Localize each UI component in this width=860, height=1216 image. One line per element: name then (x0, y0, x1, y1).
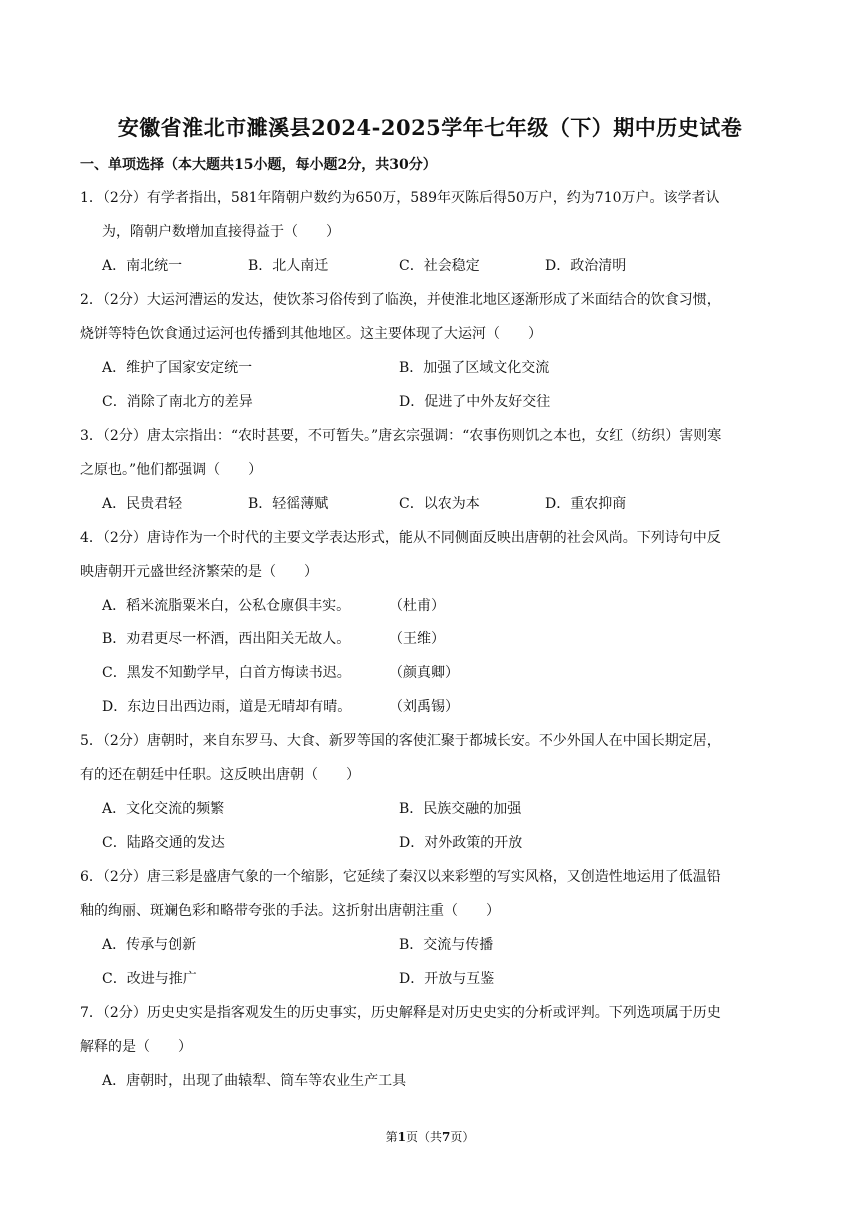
page-footer (0, 1128, 860, 1145)
question-3-stem: 3．（2分）唐太宗指出：“农时甚要，不可暂失。”唐玄宗强调：“农事伤则饥之本也，女红（纺织）害则寒 (80, 428, 722, 444)
question-5-option-b: B．民族交融的加强 (399, 801, 522, 817)
question-6-option-a: A．传承与创新 (102, 937, 197, 953)
question-3-option-a: A．民贵君轻 (102, 496, 183, 512)
question-6-option-b: B．交流与传播 (399, 937, 494, 953)
question-5-stem-cont: 有的还在朝廷中任职。这反映出唐朝（ ） (80, 767, 360, 783)
question-6-stem-cont: 釉的绚丽、斑斓色彩和略带夸张的手法。这折射出唐朝注重（ ） (80, 903, 500, 919)
question-4-option-b-author: （王维） (389, 631, 445, 647)
question-6-option-d: D．开放与互鉴 (399, 971, 495, 987)
question-1-stem-cont: 为，隋朝户数增加直接得益于（ ） (102, 224, 340, 240)
question-3-option-c: C．以农为本 (399, 496, 480, 512)
section-heading: 一、单项选择（本大题共15小题，每小题2分，共30分） (80, 157, 437, 173)
question-4-stem-cont: 映唐朝开元盛世经济繁荣的是（ ） (80, 564, 318, 580)
footer-suffix: 页） (450, 1130, 475, 1144)
question-5-option-c: C．陆路交通的发达 (102, 835, 225, 851)
footer-total-pages: 7 (442, 1130, 451, 1144)
question-3-option-d: D．重农抑商 (545, 496, 627, 512)
question-5-stem: 5．（2分）唐朝时，来自东罗马、大食、新罗等国的客使汇聚于都城长安。不少外国人在中国长期定居， (80, 733, 721, 749)
question-4-option-b: B．劝君更尽一杯酒，西出阳关无故人。 (102, 631, 351, 647)
question-2-stem-cont: 烧饼等特色饮食通过运河也传播到其他地区。这主要体现了大运河（ ） (80, 326, 542, 342)
question-1-option-d: D．政治清明 (545, 258, 627, 274)
question-4-option-a: A．稻米流脂粟米白，公私仓廪俱丰实。 (102, 598, 351, 614)
question-5-option-d: D．对外政策的开放 (399, 835, 523, 851)
question-1-option-a: A．南北统一 (102, 258, 183, 274)
question-3-stem-cont: 之原也。”他们都强调（ ） (80, 462, 263, 478)
footer-middle: 页（共 (405, 1130, 442, 1144)
question-5-option-a: A．文化交流的频繁 (102, 801, 225, 817)
question-4-stem: 4．（2分）唐诗作为一个时代的主要文学表达形式，能从不同侧面反映出唐朝的社会风尚。下列诗句中反 (80, 530, 721, 546)
question-7-stem: 7．（2分）历史史实是指客观发生的历史事实，历史解释是对历史史实的分析或评判。下列选项属于历史 (80, 1005, 721, 1021)
question-2-option-a: A．维护了国家安定统一 (102, 360, 253, 376)
question-3-option-b: B．轻徭薄赋 (248, 496, 329, 512)
question-2-option-c: C．消除了南北方的差异 (102, 394, 253, 410)
question-1-option-b: B．北人南迁 (248, 258, 329, 274)
question-7-stem-cont: 解释的是（ ） (80, 1039, 192, 1055)
footer-page-number: 1 (397, 1130, 406, 1144)
question-7-option-a: A．唐朝时，出现了曲辕犁、筒车等农业生产工具 (102, 1073, 407, 1089)
footer-prefix: 第 (385, 1130, 398, 1144)
question-6-stem: 6．（2分）唐三彩是盛唐气象的一个缩影，它延续了秦汉以来彩塑的写实风格，又创造性地运用了低温铅 (80, 869, 721, 885)
question-1-option-c: C．社会稳定 (399, 258, 480, 274)
question-4-option-c-author: （颜真卿） (389, 665, 459, 681)
question-4-option-d: D．东边日出西边雨，道是无晴却有晴。 (102, 699, 352, 715)
question-2-option-b: B．加强了区域文化交流 (399, 360, 550, 376)
question-4-option-a-author: （杜甫） (389, 598, 445, 614)
question-4-option-d-author: （刘禹锡） (389, 699, 459, 715)
question-6-option-c: C．改进与推广 (102, 971, 197, 987)
question-2-option-d: D．促进了中外友好交往 (399, 394, 551, 410)
question-4-option-c: C．黑发不知勤学早，白首方悔读书迟。 (102, 665, 351, 681)
question-2-stem: 2．（2分）大运河漕运的发达，使饮茶习俗传到了临涣，并使淮北地区逐渐形成了米面结合的饮食习惯， (80, 292, 721, 308)
page-title: 安徽省淮北市濉溪县2024-2025学年七年级（下）期中历史试卷 (117, 115, 743, 140)
question-1-stem: 1．（2分）有学者指出，581年隋朝户数约为650万，589年灭陈后得50万户，约为710万户。该学者认 (80, 190, 720, 206)
